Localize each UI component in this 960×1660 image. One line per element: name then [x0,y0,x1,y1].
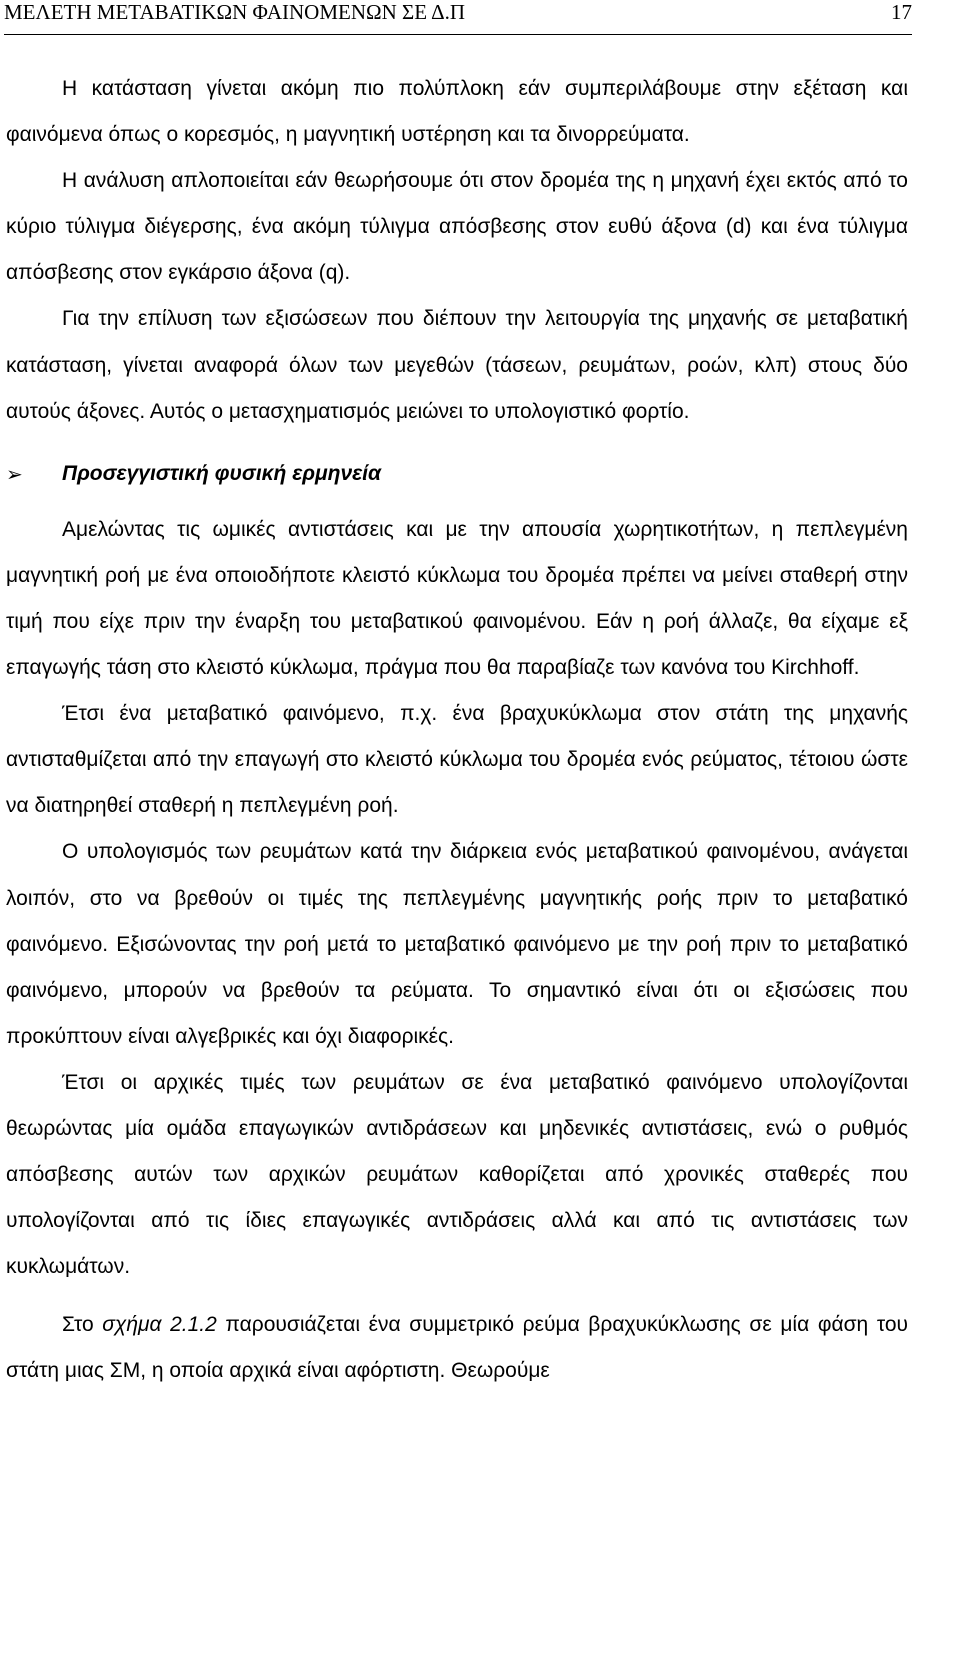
text-run: Στο [62,1313,103,1337]
paragraph: Έτσι οι αρχικές τιμές των ρευμάτων σε ένα μεταβατικό φαινόμενο υπολογίζονται θεωρώντας μία ομάδα επαγωγικών αντιδράσεων και μηδενικές αντιστάσεις, ενώ ο ρυθμός απόσβεσης αυτών των αρχικών ρευμάτων καθορίζεται από χρονικές σταθερές που υπολογίζονται από τις ίδιες επαγωγικές αντιδράσεις αλλά και από τις αντιστάσεις των κυκλωμάτων. [6,1070,908,1279]
arrow-bullet-icon: ➢ [6,461,23,486]
paragraph: Ο υπολογισμός των ρευμάτων κατά την διάρκεια ενός μεταβατικού φαινομένου, ανάγεται λοιπόν, στο να βρεθούν οι τιμές της πεπλεγμένης μαγνητικής ροής πριν το μεταβατικό φαινόμενο. Εξισώνοντας την ροή μετά το μεταβατικό φαινόμενο με την ροή πριν το μεταβατικό φαινόμενο, μπορούν να βρεθούν τα ρεύματα. Το σημαντικό είναι ότι οι εξισώσεις που προκύπτουν είναι αλγεβρικές και όχι διαφορικές. [6,840,908,1048]
document-body [6,66,908,1395]
paragraph: Έτσι ένα μεταβατικό φαινόμενο, π.χ. ένα βραχυκύκλωμα στον στάτη της μηχανής αντισταθμίζεται από την επαγωγή στο κλειστό κύκλωμα του δρομέα ενός ρεύματος, τέτοιου ώστε να διατηρηθεί σταθερή η πεπλεγμένη ροή. [6,702,908,818]
text-run: παρουσιάζεται ένα συμμετρικό ρεύμα βραχυκύκλωσης σε μία φάση του στάτη μιας ΣΜ, η οποία αρχικά είναι αφόρτιστη. Θεωρούμε [6,1313,908,1383]
page-number: 17 [891,0,912,24]
paragraph: Για την επίλυση των εξισώσεων που διέπουν την λειτουργία της μηχανής σε μεταβατική κατάσταση, γίνεται αναφορά όλων των μεγεθών (τάσεων, ρευμάτων, ροών, κλπ) στους δύο αυτούς άξονες. Αυτός ο μετασχηματισμός μειώνει το υπολογιστικό φορτίο. [6,307,908,423]
page-header [4,0,912,35]
paragraph: Αμελώντας τις ωμικές αντιστάσεις και με την απουσία χωρητικοτήτων, η πεπλεγμένη μαγνητική ροή με ένα οποιοδήποτε κλειστό κύκλωμα του δρομέα πρέπει να μείνει σταθερή στην τιμή που είχε πριν την έναρξη του μεταβατικού φαινομένου. Εάν η ροή άλλαζε, θα είχαμε εξ επαγωγής τάση στο κλειστό κύκλωμα, πράγμα που θα παραβίαζε των κανόνα του Kirchhoff. [6,517,908,680]
figure-reference: σχήμα 2.1.2 [102,1313,217,1337]
paragraph: Η ανάλυση απλοποιείται εάν θεωρήσουμε ότι στον δρομέα της η μηχανή έχει εκτός από το κύριο τύλιγμα διέγερσης, ένα ακόμη τύλιγμα απόσβεσης στον ευθύ άξονα (d) και ένα τύλιγμα απόσβεσης στον εγκάρσιο άξονα (q). [6,169,908,285]
running-title: ΜΕΛΕΤΗ ΜΕΤΑΒΑΤΙΚΩΝ ΦΑΙΝΟΜΕΝΩΝ ΣΕ Δ.Π [4,0,466,24]
section-heading-text: Προσεγγιστική φυσική ερμηνεία [62,461,382,485]
paragraph-figure-reference [6,1302,908,1394]
paragraph: Η κατάσταση γίνεται ακόμη πιο πολύπλοκη εάν συμπεριλάβουμε στην εξέταση και φαινόμενα όπως ο κορεσμός, η μαγνητική υστέρηση και τα δινορρεύματα. [6,77,908,147]
section-heading [6,447,908,501]
